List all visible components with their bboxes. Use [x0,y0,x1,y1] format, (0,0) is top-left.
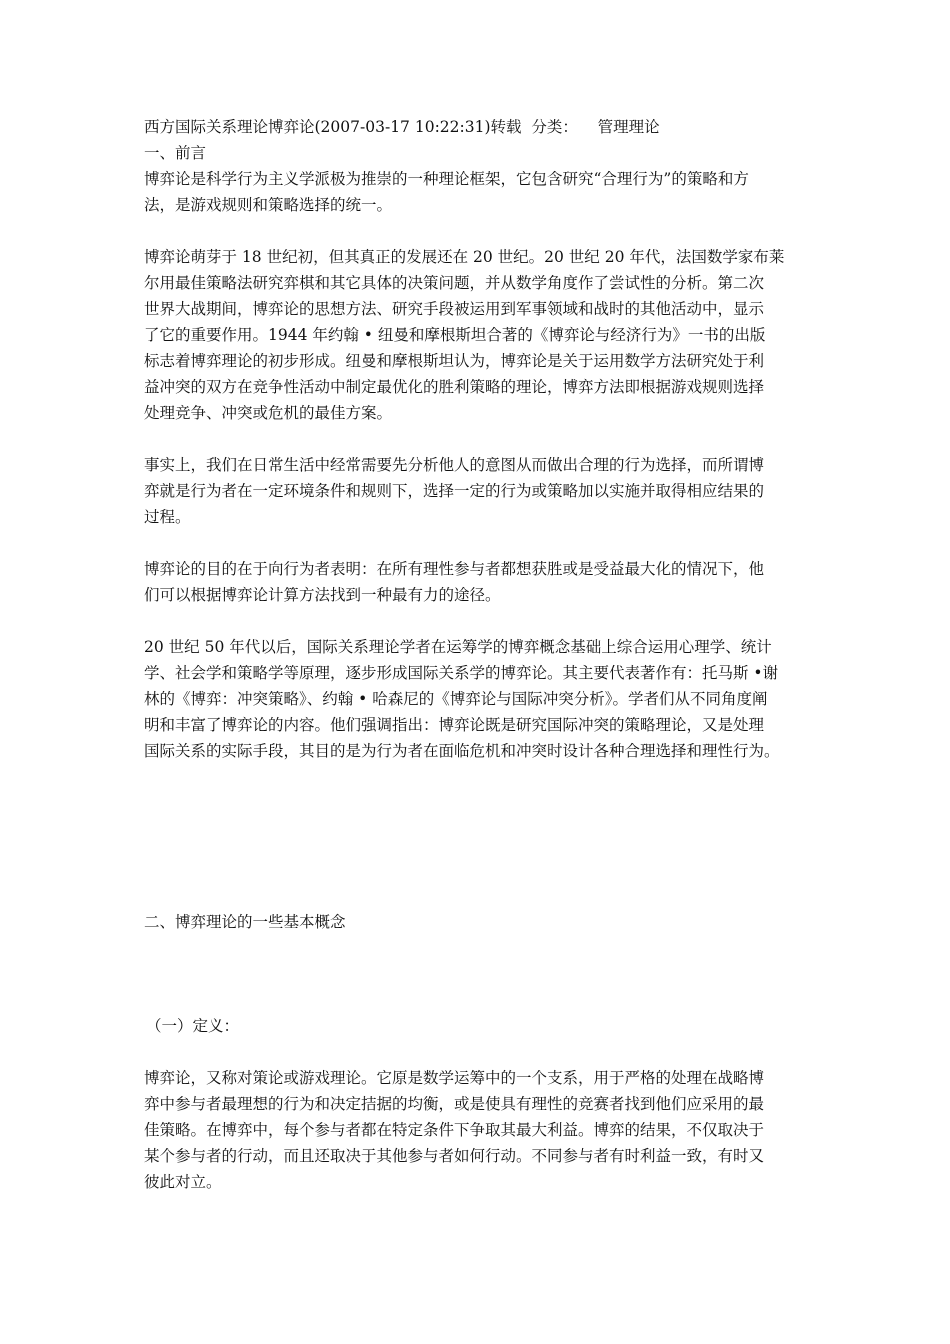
paragraph-line: 佳策略。在博弈中，每个参与者都在特定条件下争取其最大利益。博弈的结果，不仅取决于 [144,1121,765,1139]
section1-heading: 一、前言 [144,144,207,162]
document-title: 西方国际关系理论博弈论(2007-03-17 10:22:31)转载 [144,118,522,136]
paragraph-line: 弈中参与者最理想的行为和决定拮据的均衡，或是使具有理性的竞赛者找到他们应采用的最 [144,1095,765,1113]
category-value[interactable]: 管理理论 [597,118,660,136]
paragraph-line: 明和丰富了博弈论的内容。他们强调指出：博弈论既是研究国际冲突的策略理论，又是处理 [144,716,765,734]
paragraph-line: 益冲突的双方在竞争性活动中制定最优化的胜利策略的理论，博弈方法即根据游戏规则选择 [144,378,765,396]
paragraph-line: 国际关系的实际手段，其目的是为行为者在面临危机和冲突时设计各种合理选择和理性行为。 [144,742,780,760]
paragraph-line: 某个参与者的行动，而且还取决于其他参与者如何行动。不同参与者有时利益一致，有时又 [144,1147,765,1165]
paragraph-line: 们可以根据博弈论计算方法找到一种最有力的途径。 [144,586,501,604]
paragraph-line: 事实上，我们在日常生活中经常需要先分析他人的意图从而做出合理的行为选择，而所谓博 [144,456,765,474]
paragraph-line: 博弈论的目的在于向行为者表明：在所有理性参与者都想获胜或是受益最大化的情况下，他 [144,560,765,578]
paragraph-line: 彼此对立。 [144,1173,222,1191]
paragraph-line: 20 世纪 50 年代以后，国际关系理论学者在运筹学的博弈概念基础上综合运用心理学、统计 [144,638,772,656]
category-label: 分类： [531,118,578,136]
paragraph-line: 了它的重要作用。1944 年约翰 • 纽曼和摩根斯坦合著的《博弈论与经济行为》一书的出版 [144,326,766,344]
section1-paragraph-5 [144,634,824,764]
section1-paragraph-2 [144,244,824,426]
paragraph-line: 标志着博弈理论的初步形成。纽曼和摩根斯坦认为，博弈论是关于运用数学方法研究处于利 [144,352,765,370]
document-header [144,114,824,140]
section2-paragraph [144,1065,824,1195]
section1-paragraph-4 [144,556,824,608]
paragraph-line: 博弈论是科学行为主义学派极为推崇的一种理论框架，它包含研究“合理行为”的策略和方 [144,170,749,188]
section1-paragraph-1 [144,166,824,218]
section2-subheading: （一）定义： [146,1017,240,1035]
paragraph-line: 尔用最佳策略法研究弈棋和其它具体的决策问题，并从数学角度作了尝试性的分析。第二次 [144,274,765,292]
paragraph-line: 博弈论，又称对策论或游戏理论。它原是数学运筹中的一个支系，用于严格的处理在战略博 [144,1069,765,1087]
paragraph-line: 弈就是行为者在一定环境条件和规则下，选择一定的行为或策略加以实施并取得相应结果的 [144,482,765,500]
paragraph-line: 处理竞争、冲突或危机的最佳方案。 [144,404,393,422]
section2-heading: 二、博弈理论的一些基本概念 [144,913,346,931]
paragraph-line: 过程。 [144,508,191,526]
paragraph-line: 博弈论萌芽于 18 世纪初，但其真正的发展还在 20 世纪。20 世纪 20 年代，法国数学家布莱 [144,248,785,266]
paragraph-line: 学、社会学和策略学等原理，逐步形成国际关系学的博弈论。其主要代表著作有：托马斯 •谢 [144,664,779,682]
paragraph-line: 世界大战期间，博弈论的思想方法、研究手段被运用到军事领域和战时的其他活动中，显示 [144,300,765,318]
paragraph-line: 林的《博弈：冲突策略》、约翰 • 哈森尼的《博弈论与国际冲突分析》。学者们从不同角度阐 [144,690,768,708]
document-page [144,114,824,1195]
paragraph-line: 法，是游戏规则和策略选择的统一。 [144,196,393,214]
section1-paragraph-3 [144,452,824,530]
